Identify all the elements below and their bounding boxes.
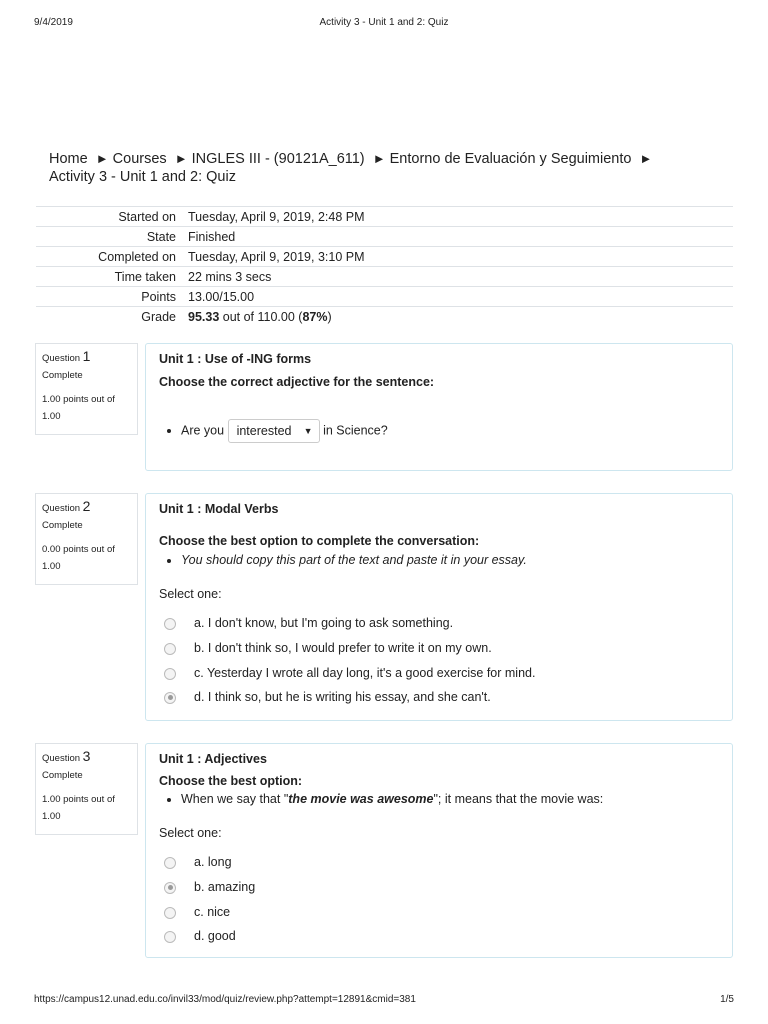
grade-percent: 87%: [302, 309, 328, 324]
radio-button[interactable]: [164, 931, 176, 943]
question-content-1: [145, 343, 733, 471]
option-label: c. nice: [194, 905, 231, 919]
question-bullet-list: [159, 792, 719, 806]
radio-button[interactable]: [164, 643, 176, 655]
answer-option[interactable]: [164, 929, 236, 943]
option-label: d. good: [194, 929, 236, 943]
question-grade: 1.00 points out of 1.00: [42, 794, 115, 822]
summary-label: Time taken: [36, 267, 182, 287]
question-number: [42, 348, 131, 364]
print-date: 9/4/2019: [34, 17, 73, 28]
summary-grade-value: [182, 307, 733, 327]
chevron-down-icon: ▼: [303, 426, 313, 436]
grade-close: ): [327, 309, 332, 324]
print-title: Activity 3 - Unit 1 and 2: Quiz: [319, 17, 449, 28]
print-url: https://campus12.unad.edu.co/invil33/mod/quiz/review.php?attempt=12891&cmid=381: [34, 994, 416, 1005]
breadcrumb-arrow-icon: ►: [95, 151, 109, 166]
question-state: Complete: [42, 520, 83, 531]
answer-option[interactable]: [164, 690, 491, 704]
question-topic: Unit 1 : Adjectives: [159, 752, 267, 766]
question-grade: 1.00 points out of 1.00: [42, 394, 115, 422]
option-label: a. I don't know, but I'm going to ask something.: [194, 616, 454, 630]
question-number-value: 3: [82, 748, 91, 764]
question-prompt: Choose the best option:: [159, 774, 303, 788]
question-state: Complete: [42, 370, 83, 381]
answer-option[interactable]: [164, 616, 453, 630]
grade-score: 95.33: [188, 309, 220, 324]
radio-button[interactable]: [164, 618, 176, 630]
question-number-value: 1: [82, 348, 91, 364]
question-number: [42, 498, 131, 514]
question-info-1: [35, 343, 138, 435]
breadcrumb-courses[interactable]: Courses: [112, 151, 167, 167]
breadcrumb-section[interactable]: Entorno de Evaluación y Seguimiento: [389, 151, 632, 167]
summary-value: Tuesday, April 9, 2019, 2:48 PM: [182, 207, 733, 227]
question-state: Complete: [42, 770, 83, 781]
question-sentence: [181, 419, 719, 443]
question-prompt: Choose the correct adjective for the sentence:: [159, 375, 435, 389]
answer-dropdown[interactable]: [228, 419, 320, 443]
radio-button-selected[interactable]: [164, 882, 176, 894]
answer-option[interactable]: [164, 666, 535, 680]
breadcrumb: [49, 150, 729, 186]
select-one-label: Select one:: [159, 826, 222, 840]
summary-value: Finished: [182, 227, 733, 247]
attempt-summary-table: [36, 206, 733, 326]
summary-row: [36, 287, 733, 307]
summary-label: State: [36, 227, 182, 247]
option-label: c. Yesterday I wrote all day long, it's a good exercise for mind.: [194, 666, 536, 680]
answer-option[interactable]: [164, 880, 255, 894]
breadcrumb-course[interactable]: INGLES III - (90121A_611): [191, 151, 365, 167]
question-bullet: • You should copy this part of the text and paste it in your essay.: [181, 553, 719, 567]
bullet-text: When we say that ": [181, 792, 289, 806]
bullet-emphasis: the movie was awesome: [288, 792, 434, 806]
question-topic: Unit 1 : Use of -ING forms: [159, 352, 312, 366]
option-label: d. I think so, but he is writing his essay, and she can't.: [194, 690, 491, 704]
summary-value: 13.00/15.00: [182, 287, 733, 307]
answer-option[interactable]: [164, 855, 232, 869]
summary-row: [36, 307, 733, 327]
option-label: a. long: [194, 855, 232, 869]
breadcrumb-activity[interactable]: Activity 3 - Unit 1 and 2: Quiz: [49, 169, 236, 185]
dropdown-selected-value: interested: [236, 424, 292, 438]
question-info-3: [35, 743, 138, 835]
summary-value: 22 mins 3 secs: [182, 267, 733, 287]
sentence-before: Are you: [181, 423, 225, 438]
question-label: Question: [42, 503, 81, 514]
summary-label: Grade: [36, 307, 182, 327]
breadcrumb-arrow-icon: ►: [639, 151, 653, 166]
option-label: b. amazing: [194, 880, 256, 894]
question-number-value: 2: [82, 498, 91, 514]
summary-label: Completed on: [36, 247, 182, 267]
question-topic: Unit 1 : Modal Verbs: [159, 502, 279, 516]
radio-button[interactable]: [164, 857, 176, 869]
question-bullet: [181, 792, 719, 806]
summary-row: [36, 267, 733, 287]
question-bullet-list: [159, 553, 719, 567]
breadcrumb-home[interactable]: Home: [49, 151, 88, 167]
summary-label: Points: [36, 287, 182, 307]
question-info-2: [35, 493, 138, 585]
sentence-after: in Science?: [323, 423, 388, 438]
question-content-2: [145, 493, 733, 721]
question-content-3: [145, 743, 733, 958]
summary-row: [36, 207, 733, 227]
question-grade: 0.00 points out of 1.00: [42, 544, 115, 572]
question-sentence-list: [159, 419, 719, 443]
question-label: Question: [42, 753, 81, 764]
question-prompt: Choose the best option to complete the conversation:: [159, 534, 480, 548]
breadcrumb-arrow-icon: ►: [174, 151, 188, 166]
bullet-text: "; it means that the movie was:: [433, 792, 604, 806]
print-page-number: 1/5: [720, 994, 734, 1005]
print-footer: [34, 994, 734, 1008]
question-number: [42, 748, 131, 764]
select-one-label: Select one:: [159, 587, 222, 601]
print-header: [34, 17, 734, 31]
summary-label: Started on: [36, 207, 182, 227]
breadcrumb-arrow-icon: ►: [372, 151, 386, 166]
summary-row: [36, 227, 733, 247]
grade-outof: out of 110.00 (: [219, 309, 303, 324]
option-label: b. I don't think so, I would prefer to write it on my own.: [194, 641, 492, 655]
answer-option[interactable]: [164, 641, 492, 655]
question-label: Question: [42, 353, 81, 364]
summary-value: Tuesday, April 9, 2019, 3:10 PM: [182, 247, 733, 267]
radio-button[interactable]: [164, 907, 176, 919]
summary-row: [36, 247, 733, 267]
answer-option[interactable]: [164, 905, 230, 919]
radio-button[interactable]: [164, 668, 176, 680]
radio-button-selected[interactable]: [164, 692, 176, 704]
